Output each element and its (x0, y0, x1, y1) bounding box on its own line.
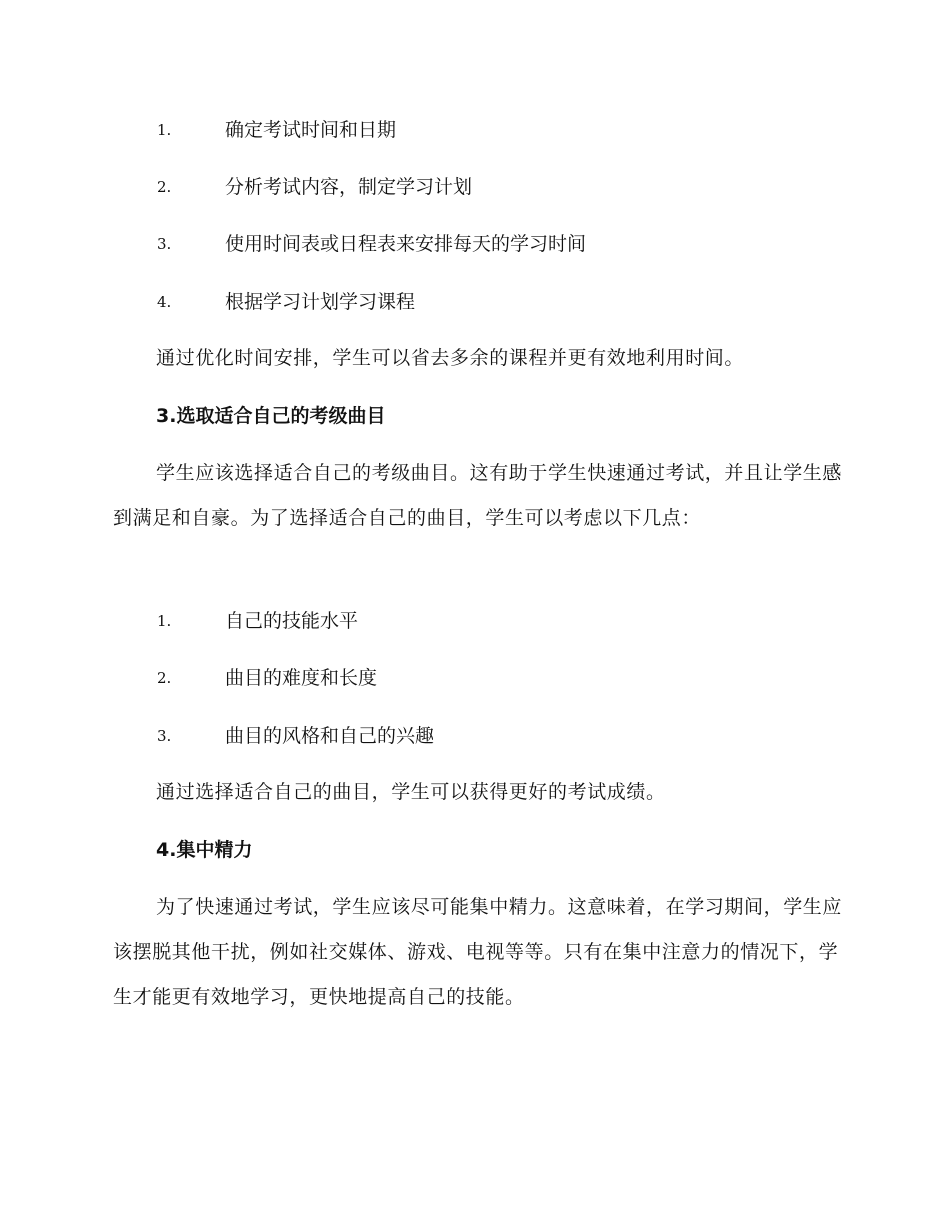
list-text: 自己的技能水平 (225, 610, 359, 632)
list-number: 3. (157, 727, 172, 745)
list-number: 2. (157, 178, 172, 196)
paragraph: 学生应该选择适合自己的考级曲目。这有助于学生快速通过考试，并且让学生感到满足和自豪。为了选择适合自己的曲目，学生可以考虑以下几点： (113, 462, 843, 529)
list-item (0, 607, 950, 637)
list-item (0, 116, 950, 146)
section-heading: 3.选取适合自己的考级曲目 (156, 405, 386, 427)
list-text: 曲目的难度和长度 (225, 667, 378, 689)
list-number: 4. (157, 293, 172, 311)
paragraph: 为了快速通过考试，学生应该尽可能集中精力。这意味着，在学习期间，学生应该摆脱其他干扰，例如社交媒体、游戏、电视等等。只有在集中注意力的情况下，学生才能更有效地学习，更快地提高自己的技能。 (113, 896, 843, 1008)
list-text: 分析考试内容，制定学习计划 (225, 176, 473, 198)
list-text: 曲目的风格和自己的兴趣 (225, 725, 435, 747)
list-item (0, 664, 950, 694)
list-item (0, 722, 950, 752)
paragraph: 通过选择适合自己的曲目，学生可以获得更好的考试成绩。 (156, 781, 666, 803)
list-item (0, 173, 950, 203)
list-text: 确定考试时间和日期 (225, 119, 397, 141)
section-heading: 4.集中精力 (156, 839, 253, 861)
list-item (0, 288, 950, 318)
paragraph: 通过优化时间安排，学生可以省去多余的课程并更有效地利用时间。 (156, 347, 745, 369)
list-number: 1. (157, 121, 172, 139)
list-item (0, 230, 950, 260)
list-text: 根据学习计划学习课程 (225, 291, 416, 313)
list-number: 3. (157, 235, 172, 253)
list-text: 使用时间表或日程表来安排每天的学习时间 (225, 233, 587, 255)
list-number: 2. (157, 669, 172, 687)
list-number: 1. (157, 612, 172, 630)
